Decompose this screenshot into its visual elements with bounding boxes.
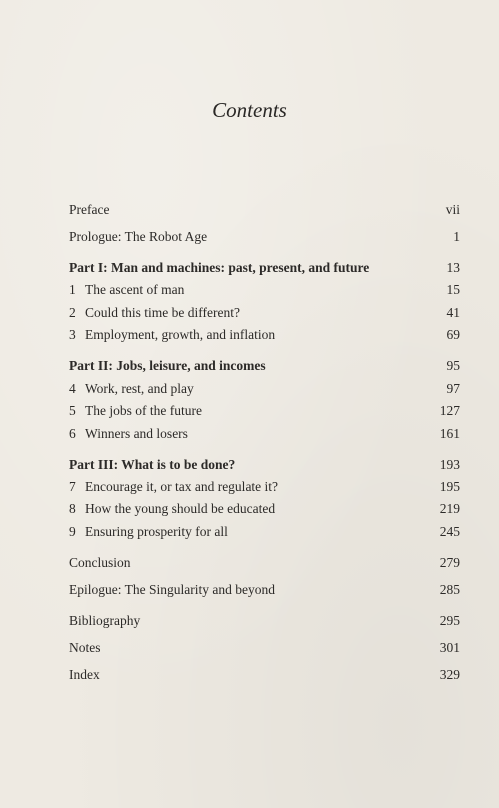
toc-chapter-6 [69,425,460,443]
toc-part-1 [69,259,460,277]
toc-entry-page: 285 [439,582,460,597]
toc-entry-page: 13 [446,260,460,275]
toc-entry-page: 127 [439,403,460,418]
toc-entry-label: Could this time be different? [85,305,240,320]
toc-entry-index [69,666,460,684]
toc-entry-page: 219 [439,501,460,516]
toc-entry-page: 295 [439,613,460,628]
toc-entry-label: The ascent of man [85,282,185,297]
chapter-number: 3 [69,327,76,342]
chapter-number: 6 [69,426,76,441]
toc-chapter-5 [69,402,460,420]
toc-part-2 [69,357,460,375]
toc-entry-page: vii [445,202,460,217]
toc-chapter-7 [69,478,460,496]
toc-part-label: Part I: Man and machines: past, present, and future [69,260,370,275]
chapter-number: 2 [69,305,76,320]
toc-entry-label: Ensuring prosperity for all [85,524,228,539]
toc-entry-label: Encourage it, or tax and regulate it? [85,479,279,494]
toc-entry-page: 193 [439,457,460,472]
toc-entry-label: Work, rest, and play [85,381,194,396]
toc-entry-page: 69 [446,327,460,342]
toc-entry-page: 15 [446,282,460,297]
toc-entry-page: 245 [439,524,460,539]
toc-part-3 [69,456,460,474]
toc-part-label: Part II: Jobs, leisure, and incomes [69,358,266,373]
toc-entry-label: Epilogue: The Singularity and beyond [69,582,275,597]
toc-entry-page: 95 [446,358,460,373]
toc-part-label: Part III: What is to be done? [69,457,236,472]
toc-entry-label: Employment, growth, and inflation [85,327,276,342]
toc-entry-page: 301 [439,640,460,655]
toc-chapter-4 [69,380,460,398]
chapter-number: 8 [69,501,76,516]
toc-entry-page: 41 [446,305,460,320]
chapter-number: 5 [69,403,76,418]
chapter-number: 9 [69,524,76,539]
toc-entry-label: How the young should be educated [85,501,276,516]
chapter-number: 7 [69,479,76,494]
toc-entry-label: Index [69,667,100,682]
toc-entry-conclusion [69,554,460,572]
toc-entry-notes [69,639,460,657]
chapter-number: 4 [69,381,76,396]
toc-entry-bibliography [69,612,460,630]
chapter-number: 1 [69,282,76,297]
toc-entry-label: Winners and losers [85,426,188,441]
toc-chapter-1 [69,281,460,299]
toc-entry-page: 161 [439,426,460,441]
toc-entry-page: 195 [439,479,460,494]
toc-entry-epilogue [69,581,460,599]
toc-entry-page: 1 [453,229,460,244]
toc-entry-preface [69,201,460,219]
toc-entry-label: Conclusion [69,555,131,570]
page-title: Contents [212,98,287,122]
toc-entry-page: 97 [446,381,460,396]
toc-entry-label: Notes [69,640,101,655]
toc-entry-page: 329 [439,667,460,682]
toc-chapter-2 [69,304,460,322]
toc-entry-page: 279 [439,555,460,570]
toc-chapter-9 [69,523,460,541]
toc-entry-label: The jobs of the future [85,403,202,418]
toc-entry-label: Prologue: The Robot Age [69,229,208,244]
toc-entry-label: Preface [69,202,110,217]
toc-entry-prologue [69,228,460,246]
toc-chapter-3 [69,326,460,344]
toc-entry-label: Bibliography [69,613,141,628]
toc-chapter-8 [69,500,460,518]
